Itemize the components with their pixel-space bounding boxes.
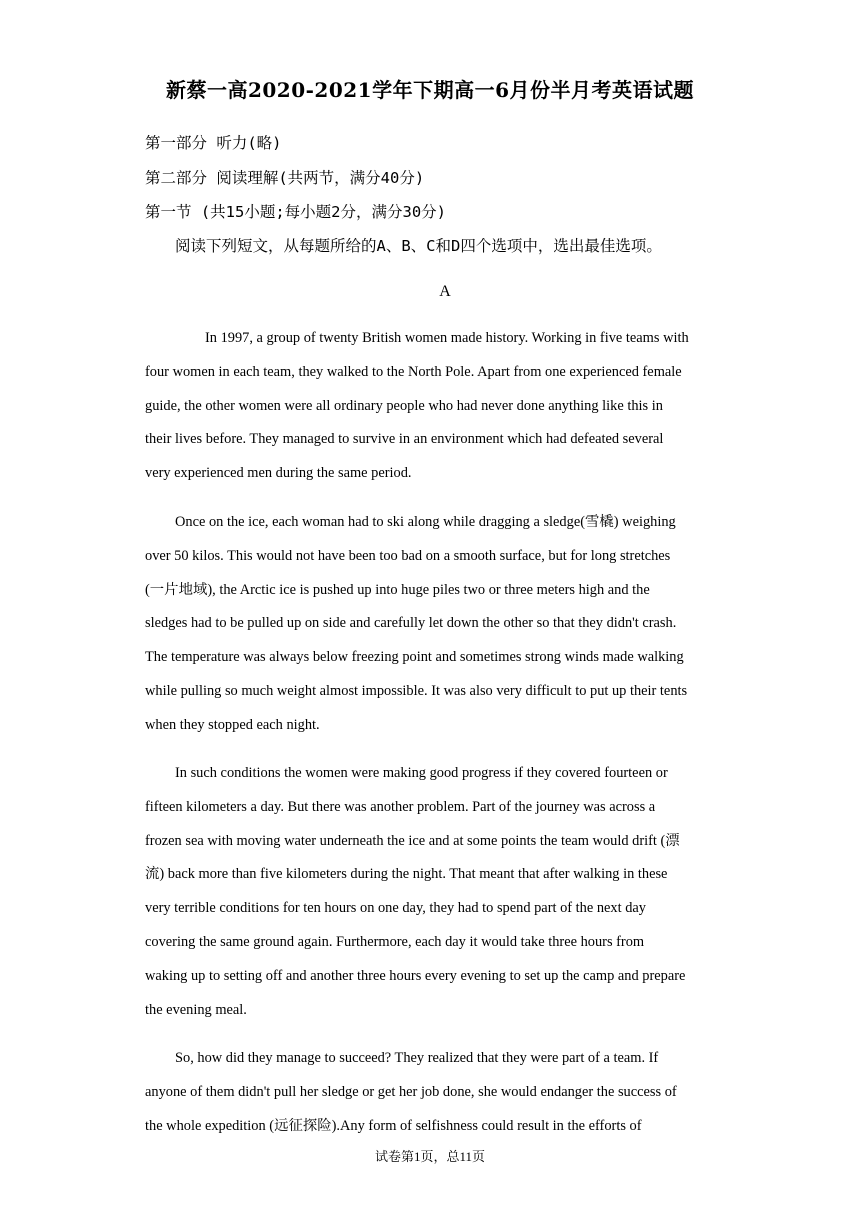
paragraph-line: guide, the other women were all ordinary people who had never done anything like this in (145, 397, 663, 414)
paragraph-line: four women in each team, they walked to the North Pole. Apart from one experienced female (145, 363, 682, 380)
paragraph-line: frozen sea with moving water underneath the ice and at some points the team would drift (漂 (145, 832, 680, 849)
paragraph-line: their lives before. They managed to survive in an environment which had defeated several (145, 431, 664, 448)
paragraph-line: when they stopped each night. (145, 716, 320, 733)
paragraph-line: covering the same ground again. Furthermore, each day it would take three hours from (145, 933, 645, 950)
paragraph (145, 757, 720, 1027)
paragraph-line: So, how did they manage to succeed? They realized that they were part of a team. If (175, 1050, 659, 1066)
paragraph-line: very experienced men during the same period. (145, 465, 412, 482)
part-reading-heading: 第二部分 阅读理解(共两节，满分40分) (145, 169, 425, 187)
paragraph-line: very terrible conditions for ten hours on one day, they had to spend part of the next day (145, 900, 647, 917)
paragraph-line: while pulling so much weight almost impossible. It was also very difficult to put up their tents (145, 682, 688, 699)
paragraph-line: over 50 kilos. This would not have been too bad on a smooth surface, but for long stretches (145, 547, 671, 564)
paragraph-line: anyone of them didn't pull her sledge or get her job done, she would endanger the success of (145, 1083, 677, 1100)
page-footer: 试卷第1页，总11页 (374, 1149, 486, 1164)
paragraph (145, 322, 720, 491)
section-one-heading: 第一节 (共15小题;每小题2分，满分30分) (145, 203, 446, 221)
paragraph-line: the whole expedition (远征探险).Any form of selfishness could result in the efforts of (145, 1117, 642, 1134)
paragraph-line: Once on the ice, each woman had to ski along while dragging a sledge(雪橇) weighing (175, 514, 676, 530)
paragraph (145, 1042, 720, 1143)
paragraph (145, 506, 720, 743)
passage-label: A (439, 283, 451, 300)
paragraph-line: The temperature was always below freezing point and sometimes strong winds made walking (145, 649, 684, 666)
paragraph-line: the evening meal. (145, 1001, 247, 1018)
paragraph-line: In 1997, a group of twenty British women made history. Working in five teams with (205, 330, 689, 346)
paragraph-line: In such conditions the women were making good progress if they covered fourteen or (175, 765, 668, 781)
paragraph-line: sledges had to be pulled up on side and carefully let down the other so that they didn't crash. (145, 615, 677, 632)
paragraph-line: 流) back more than five kilometers during the night. That meant that after walking in these (145, 866, 668, 883)
part-listening-heading: 第一部分 听力(略) (145, 134, 282, 152)
reading-instruction: 阅读下列短文，从每题所给的A、B、C和D四个选项中，选出最佳选项。 (175, 237, 662, 255)
paragraph-line: waking up to setting off and another three hours every evening to set up the camp and prepare (145, 967, 686, 984)
paragraph-line: (一片地域), the Arctic ice is pushed up into huge piles two or three meters high and the (145, 581, 650, 598)
exam-title: 新蔡一高2020-2021学年下期高一6月份半月考英语试题 (165, 78, 695, 102)
paragraph-line: fifteen kilometers a day. But there was another problem. Part of the journey was across a (145, 798, 656, 815)
